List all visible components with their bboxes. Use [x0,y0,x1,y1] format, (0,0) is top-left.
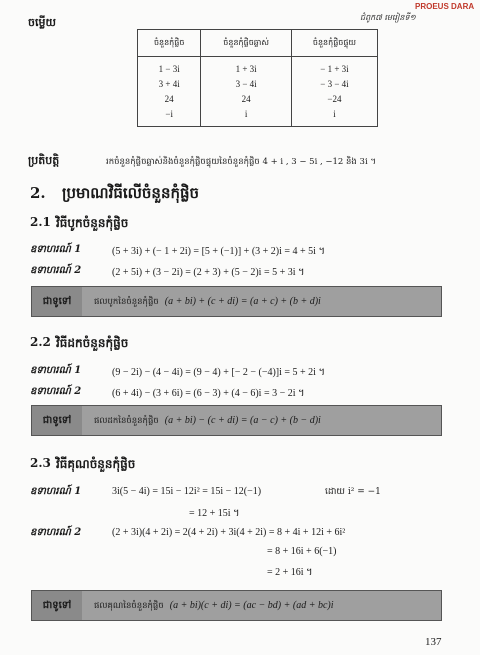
table-row [138,92,378,107]
table-header-row [138,30,378,57]
table-cell: −i [138,107,201,127]
general-rule-tag: ជាទូទៅ [32,406,82,435]
exercise-label: ប្រតិបត្តិ [28,154,60,167]
table-cell: i [201,107,292,127]
table-row [138,77,378,92]
subsection-number: 2.3 [30,456,51,470]
answer-table [137,29,378,127]
general-rule-box [31,405,442,436]
table-cell: 1 − 3i [138,57,201,77]
example-equation: 3i(5 − 4i) = 15i − 12i² = 15i − 12(−1) [112,486,262,497]
example-label: ឧទាហរណ៍ 1 [30,486,82,497]
rule-formula: (a + bi) − (c + di) = (a − c) + (b − d)i [164,415,321,426]
rule-description: ផលគុណនៃចំនួនកុំផ្លិច [94,601,164,611]
subsection-number: 2.1 [30,215,51,229]
example-equation: = 2 + 16i ។ [267,567,313,578]
section-title: ប្រមាណវិធីលើចំនួនកុំផ្លិច [62,184,200,202]
table-cell: i [291,107,377,127]
col-header-opposite: ចំនួនកុំផ្លិចផ្ទុយ [291,30,377,57]
section-number: 2. [30,184,46,202]
table-row [138,57,378,77]
table-cell: − 3 − 4i [291,77,377,92]
rule-formula: (a + bi)(c + di) = (ac − bd) + (ad + bc)i [169,600,334,611]
example-equation: (9 − 2i) − (4 − 4i) = (9 − 4) + [− 2 − (−4)]i = 5 + 2i ។ [112,367,326,378]
col-header-conjugate: ចំនួនកុំផ្លិចឆ្លាស់ [201,30,292,57]
table-cell: −24 [291,92,377,107]
example-equation: (5 + 3i) + (− 1 + 2i) = [5 + (−1)] + (3 + 2)i = 4 + 5i ។ [112,246,326,257]
example-note: ដោយ i² = −1 [325,487,381,497]
example-equation: = 12 + 15i ។ [189,508,240,519]
example-equation: (2 + 5i) + (3 − 2i) = (2 + 3) + (5 − 2)i = 5 + 3i ។ [112,267,305,278]
subsection-title: វិធីគុណចំនួនកុំផ្លិច [56,457,136,471]
general-rule-text [94,296,321,309]
subsection-number: 2.2 [30,335,51,349]
subsection-title: វិធីបូកចំនួនកុំផ្លិច [56,216,129,230]
example-label: ឧទាហរណ៍ 2 [30,527,82,538]
table-cell: 24 [201,92,292,107]
rule-formula: (a + bi) + (c + di) = (a + c) + (b + d)i [164,296,321,307]
example-equation: (6 + 4i) − (3 + 6i) = (6 − 3) + (4 − 6)i = 3 − 2i ។ [112,388,305,399]
exercise-text: រកចំនួនកុំផ្លិចឆ្លាស់និងចំនួនកុំផ្លិចផ្ទុយនៃចំនួនកុំផ្លិច 4 + i , 3 − 5i , −12 និង 3i ។ [106,157,376,167]
example-label: ឧទាហរណ៍ 1 [30,365,82,376]
brand-watermark: PROEUS DARA [415,2,475,11]
answer-label: ចម្លើយ [28,16,56,29]
general-rule-text [94,600,334,613]
col-header-number: ចំនួនកុំផ្លិច [138,30,201,57]
example-label: ឧទាហរណ៍ 2 [30,386,82,397]
general-rule-text [94,415,321,428]
rule-description: ផលបូកនៃចំនួនកុំផ្លិច [94,297,159,307]
example-equation: = 8 + 16i + 6(−1) [267,546,337,557]
chapter-header: ជំពូក៧ មេរៀនទី១ [360,13,416,22]
rule-description: ផលដកនៃចំនួនកុំផ្លិច [94,416,159,426]
example-equation: (2 + 3i)(4 + 2i) = 2(4 + 2i) + 3i(4 + 2i) = 8 + 4i + 12i + 6i² [112,527,346,538]
table-cell: 1 + 3i [201,57,292,77]
example-label: ឧទាហរណ៍ 1 [30,244,82,255]
general-rule-tag: ជាទូទៅ [32,591,82,620]
subsection-title: វិធីដកចំនួនកុំផ្លិច [56,336,129,350]
example-label: ឧទាហរណ៍ 2 [30,265,82,276]
table-cell: 24 [138,92,201,107]
table-row [138,107,378,127]
table-cell: 3 + 4i [138,77,201,92]
general-rule-box [31,286,442,317]
general-rule-tag: ជាទូទៅ [32,287,82,316]
page-number: 137 [425,636,442,648]
general-rule-box [31,590,442,621]
table-cell: 3 − 4i [201,77,292,92]
table-cell: − 1 + 3i [291,57,377,77]
